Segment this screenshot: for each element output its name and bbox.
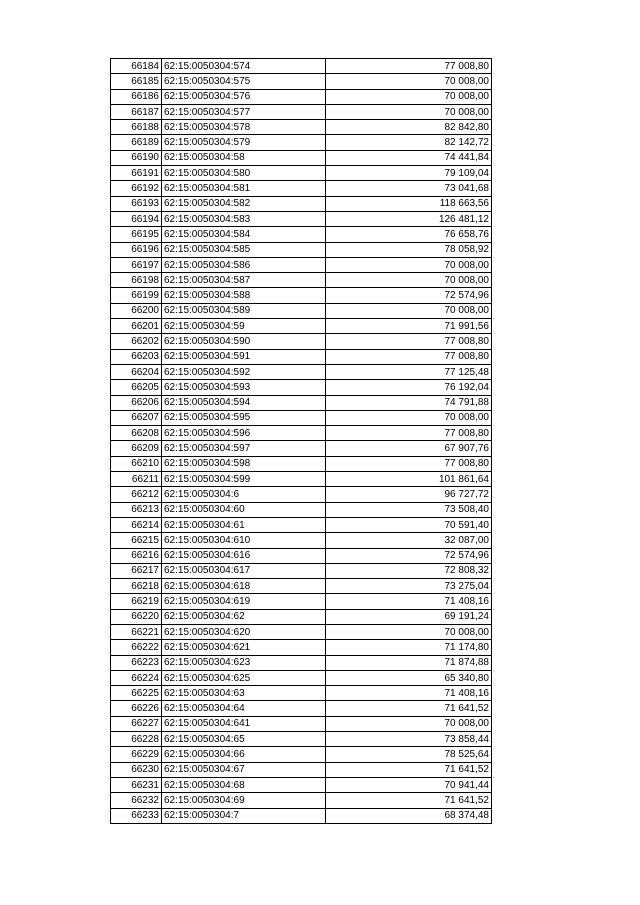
table-row (111, 808, 492, 823)
cadastral-value-cell: 69 191,24 (326, 609, 492, 624)
cadastral-number-cell: 62:15:0050304:578 (162, 120, 326, 135)
row-number-cell: 66188 (111, 120, 162, 135)
cadastral-value-cell: 74 441,84 (326, 150, 492, 165)
cadastral-value-cell: 77 125,48 (326, 364, 492, 379)
cadastral-number-cell: 62:15:0050304:66 (162, 747, 326, 762)
table-row (111, 227, 492, 242)
cadastral-value-cell: 72 574,96 (326, 548, 492, 563)
row-number-cell: 66205 (111, 380, 162, 395)
cadastral-value-cell: 71 408,16 (326, 686, 492, 701)
row-number-cell: 66231 (111, 777, 162, 792)
cadastral-number-cell: 62:15:0050304:590 (162, 334, 326, 349)
row-number-cell: 66228 (111, 732, 162, 747)
table-row (111, 533, 492, 548)
row-number-cell: 66225 (111, 686, 162, 701)
cadastral-value-cell: 65 340,80 (326, 670, 492, 685)
cadastral-value-cell: 70 008,00 (326, 89, 492, 104)
cadastral-value-table (110, 58, 492, 824)
row-number-cell: 66192 (111, 181, 162, 196)
table-row (111, 487, 492, 502)
cadastral-number-cell: 62:15:0050304:610 (162, 533, 326, 548)
cadastral-value-cell: 74 791,88 (326, 395, 492, 410)
table-row (111, 181, 492, 196)
cadastral-number-cell: 62:15:0050304:616 (162, 548, 326, 563)
table-row (111, 732, 492, 747)
cadastral-number-cell: 62:15:0050304:617 (162, 563, 326, 578)
row-number-cell: 66221 (111, 624, 162, 639)
cadastral-number-cell: 62:15:0050304:582 (162, 196, 326, 211)
cadastral-value-cell: 101 861,64 (326, 472, 492, 487)
cadastral-value-cell: 70 941,44 (326, 777, 492, 792)
row-number-cell: 66223 (111, 655, 162, 670)
cadastral-number-cell: 62:15:0050304:576 (162, 89, 326, 104)
cadastral-value-cell: 82 142,72 (326, 135, 492, 150)
cadastral-number-cell: 62:15:0050304:586 (162, 257, 326, 272)
row-number-cell: 66202 (111, 334, 162, 349)
table-row (111, 257, 492, 272)
cadastral-value-cell: 72 808,32 (326, 563, 492, 578)
row-number-cell: 66233 (111, 808, 162, 823)
cadastral-number-cell: 62:15:0050304:61 (162, 517, 326, 532)
cadastral-value-cell: 78 058,92 (326, 242, 492, 257)
cadastral-value-cell: 70 008,00 (326, 74, 492, 89)
cadastral-value-cell: 70 591,40 (326, 517, 492, 532)
cadastral-number-cell: 62:15:0050304:597 (162, 441, 326, 456)
cadastral-number-cell: 62:15:0050304:69 (162, 793, 326, 808)
cadastral-value-cell: 71 408,16 (326, 594, 492, 609)
cadastral-number-cell: 62:15:0050304:620 (162, 624, 326, 639)
table-row (111, 74, 492, 89)
cadastral-number-cell: 62:15:0050304:623 (162, 655, 326, 670)
cadastral-value-cell: 70 008,00 (326, 104, 492, 119)
cadastral-number-cell: 62:15:0050304:618 (162, 579, 326, 594)
cadastral-value-cell: 73 858,44 (326, 732, 492, 747)
table-row (111, 349, 492, 364)
cadastral-number-cell: 62:15:0050304:596 (162, 426, 326, 441)
table-row (111, 747, 492, 762)
cadastral-number-cell: 62:15:0050304:588 (162, 288, 326, 303)
table-row (111, 793, 492, 808)
table-body (111, 59, 492, 824)
table-row (111, 563, 492, 578)
cadastral-value-cell: 73 275,04 (326, 579, 492, 594)
row-number-cell: 66184 (111, 59, 162, 74)
cadastral-value-cell: 78 525,64 (326, 747, 492, 762)
table-row (111, 609, 492, 624)
row-number-cell: 66200 (111, 303, 162, 318)
row-number-cell: 66204 (111, 364, 162, 379)
cadastral-number-cell: 62:15:0050304:64 (162, 701, 326, 716)
cadastral-value-cell: 72 574,96 (326, 288, 492, 303)
row-number-cell: 66209 (111, 441, 162, 456)
cadastral-number-cell: 62:15:0050304:63 (162, 686, 326, 701)
row-number-cell: 66216 (111, 548, 162, 563)
table-row (111, 594, 492, 609)
cadastral-number-cell: 62:15:0050304:65 (162, 732, 326, 747)
row-number-cell: 66194 (111, 211, 162, 226)
row-number-cell: 66197 (111, 257, 162, 272)
cadastral-value-cell: 67 907,76 (326, 441, 492, 456)
table-row (111, 701, 492, 716)
row-number-cell: 66199 (111, 288, 162, 303)
table-row (111, 502, 492, 517)
row-number-cell: 66230 (111, 762, 162, 777)
cadastral-value-cell: 70 008,00 (326, 716, 492, 731)
cadastral-value-cell: 70 008,00 (326, 410, 492, 425)
cadastral-value-cell: 126 481,12 (326, 211, 492, 226)
row-number-cell: 66219 (111, 594, 162, 609)
cadastral-number-cell: 62:15:0050304:577 (162, 104, 326, 119)
row-number-cell: 66190 (111, 150, 162, 165)
table-row (111, 120, 492, 135)
cadastral-value-cell: 71 641,52 (326, 793, 492, 808)
cadastral-number-cell: 62:15:0050304:589 (162, 303, 326, 318)
table-row (111, 364, 492, 379)
table-row (111, 59, 492, 74)
cadastral-number-cell: 62:15:0050304:7 (162, 808, 326, 823)
row-number-cell: 66214 (111, 517, 162, 532)
table-row (111, 456, 492, 471)
cadastral-number-cell: 62:15:0050304:587 (162, 273, 326, 288)
cadastral-number-cell: 62:15:0050304:583 (162, 211, 326, 226)
row-number-cell: 66203 (111, 349, 162, 364)
table-row (111, 777, 492, 792)
row-number-cell: 66189 (111, 135, 162, 150)
cadastral-number-cell: 62:15:0050304:595 (162, 410, 326, 425)
row-number-cell: 66210 (111, 456, 162, 471)
table-row (111, 242, 492, 257)
cadastral-value-cell: 70 008,00 (326, 624, 492, 639)
cadastral-number-cell: 62:15:0050304:580 (162, 166, 326, 181)
cadastral-number-cell: 62:15:0050304:625 (162, 670, 326, 685)
row-number-cell: 66198 (111, 273, 162, 288)
table-row (111, 89, 492, 104)
cadastral-value-cell: 79 109,04 (326, 166, 492, 181)
cadastral-number-cell: 62:15:0050304:641 (162, 716, 326, 731)
cadastral-value-cell: 71 641,52 (326, 762, 492, 777)
cadastral-value-cell: 76 658,76 (326, 227, 492, 242)
row-number-cell: 66232 (111, 793, 162, 808)
cadastral-number-cell: 62:15:0050304:62 (162, 609, 326, 624)
cadastral-value-cell: 70 008,00 (326, 273, 492, 288)
row-number-cell: 66206 (111, 395, 162, 410)
table-row (111, 196, 492, 211)
cadastral-value-cell: 77 008,80 (326, 334, 492, 349)
cadastral-number-cell: 62:15:0050304:584 (162, 227, 326, 242)
cadastral-value-cell: 70 008,00 (326, 257, 492, 272)
cadastral-value-cell: 77 008,80 (326, 426, 492, 441)
table-row (111, 762, 492, 777)
table-row (111, 166, 492, 181)
table-row (111, 395, 492, 410)
row-number-cell: 66195 (111, 227, 162, 242)
row-number-cell: 66217 (111, 563, 162, 578)
cadastral-value-cell: 71 174,80 (326, 640, 492, 655)
cadastral-number-cell: 62:15:0050304:581 (162, 181, 326, 196)
cadastral-value-cell: 96 727,72 (326, 487, 492, 502)
table-row (111, 655, 492, 670)
table-row (111, 135, 492, 150)
cadastral-value-cell: 71 641,52 (326, 701, 492, 716)
cadastral-number-cell: 62:15:0050304:67 (162, 762, 326, 777)
table-row (111, 670, 492, 685)
table-row (111, 150, 492, 165)
cadastral-value-cell: 76 192,04 (326, 380, 492, 395)
table-row (111, 319, 492, 334)
cadastral-number-cell: 62:15:0050304:6 (162, 487, 326, 502)
table-row (111, 380, 492, 395)
row-number-cell: 66218 (111, 579, 162, 594)
cadastral-value-cell: 71 991,56 (326, 319, 492, 334)
cadastral-number-cell: 62:15:0050304:68 (162, 777, 326, 792)
row-number-cell: 66187 (111, 104, 162, 119)
cadastral-number-cell: 62:15:0050304:579 (162, 135, 326, 150)
table-row (111, 288, 492, 303)
cadastral-number-cell: 62:15:0050304:575 (162, 74, 326, 89)
row-number-cell: 66227 (111, 716, 162, 731)
row-number-cell: 66229 (111, 747, 162, 762)
cadastral-value-cell: 77 008,80 (326, 349, 492, 364)
table-row (111, 624, 492, 639)
cadastral-value-cell: 73 508,40 (326, 502, 492, 517)
cadastral-number-cell: 62:15:0050304:621 (162, 640, 326, 655)
table-row (111, 426, 492, 441)
table-row (111, 640, 492, 655)
cadastral-value-cell: 70 008,00 (326, 303, 492, 318)
cadastral-number-cell: 62:15:0050304:599 (162, 472, 326, 487)
row-number-cell: 66191 (111, 166, 162, 181)
cadastral-value-cell: 32 087,00 (326, 533, 492, 548)
cadastral-number-cell: 62:15:0050304:594 (162, 395, 326, 410)
cadastral-number-cell: 62:15:0050304:58 (162, 150, 326, 165)
row-number-cell: 66226 (111, 701, 162, 716)
cadastral-value-cell: 77 008,80 (326, 456, 492, 471)
table-row (111, 410, 492, 425)
table-row (111, 441, 492, 456)
table-row (111, 716, 492, 731)
cadastral-number-cell: 62:15:0050304:592 (162, 364, 326, 379)
table-row (111, 211, 492, 226)
cadastral-number-cell: 62:15:0050304:60 (162, 502, 326, 517)
row-number-cell: 66186 (111, 89, 162, 104)
table-row (111, 686, 492, 701)
cadastral-value-cell: 82 842,80 (326, 120, 492, 135)
row-number-cell: 66201 (111, 319, 162, 334)
cadastral-number-cell: 62:15:0050304:593 (162, 380, 326, 395)
row-number-cell: 66208 (111, 426, 162, 441)
row-number-cell: 66220 (111, 609, 162, 624)
row-number-cell: 66207 (111, 410, 162, 425)
cadastral-value-cell: 68 374,48 (326, 808, 492, 823)
row-number-cell: 66213 (111, 502, 162, 517)
table-row (111, 273, 492, 288)
cadastral-value-cell: 77 008,80 (326, 59, 492, 74)
table-row (111, 517, 492, 532)
table-row (111, 548, 492, 563)
cadastral-number-cell: 62:15:0050304:585 (162, 242, 326, 257)
row-number-cell: 66211 (111, 472, 162, 487)
row-number-cell: 66222 (111, 640, 162, 655)
cadastral-value-cell: 71 874,88 (326, 655, 492, 670)
table-row (111, 579, 492, 594)
row-number-cell: 66185 (111, 74, 162, 89)
cadastral-number-cell: 62:15:0050304:619 (162, 594, 326, 609)
cadastral-number-cell: 62:15:0050304:591 (162, 349, 326, 364)
cadastral-value-cell: 118 663,56 (326, 196, 492, 211)
table-row (111, 472, 492, 487)
row-number-cell: 66196 (111, 242, 162, 257)
row-number-cell: 66212 (111, 487, 162, 502)
table-row (111, 334, 492, 349)
row-number-cell: 66224 (111, 670, 162, 685)
cadastral-value-cell: 73 041,68 (326, 181, 492, 196)
cadastral-number-cell: 62:15:0050304:59 (162, 319, 326, 334)
cadastral-number-cell: 62:15:0050304:598 (162, 456, 326, 471)
row-number-cell: 66193 (111, 196, 162, 211)
table-row (111, 303, 492, 318)
cadastral-number-cell: 62:15:0050304:574 (162, 59, 326, 74)
row-number-cell: 66215 (111, 533, 162, 548)
table-row (111, 104, 492, 119)
